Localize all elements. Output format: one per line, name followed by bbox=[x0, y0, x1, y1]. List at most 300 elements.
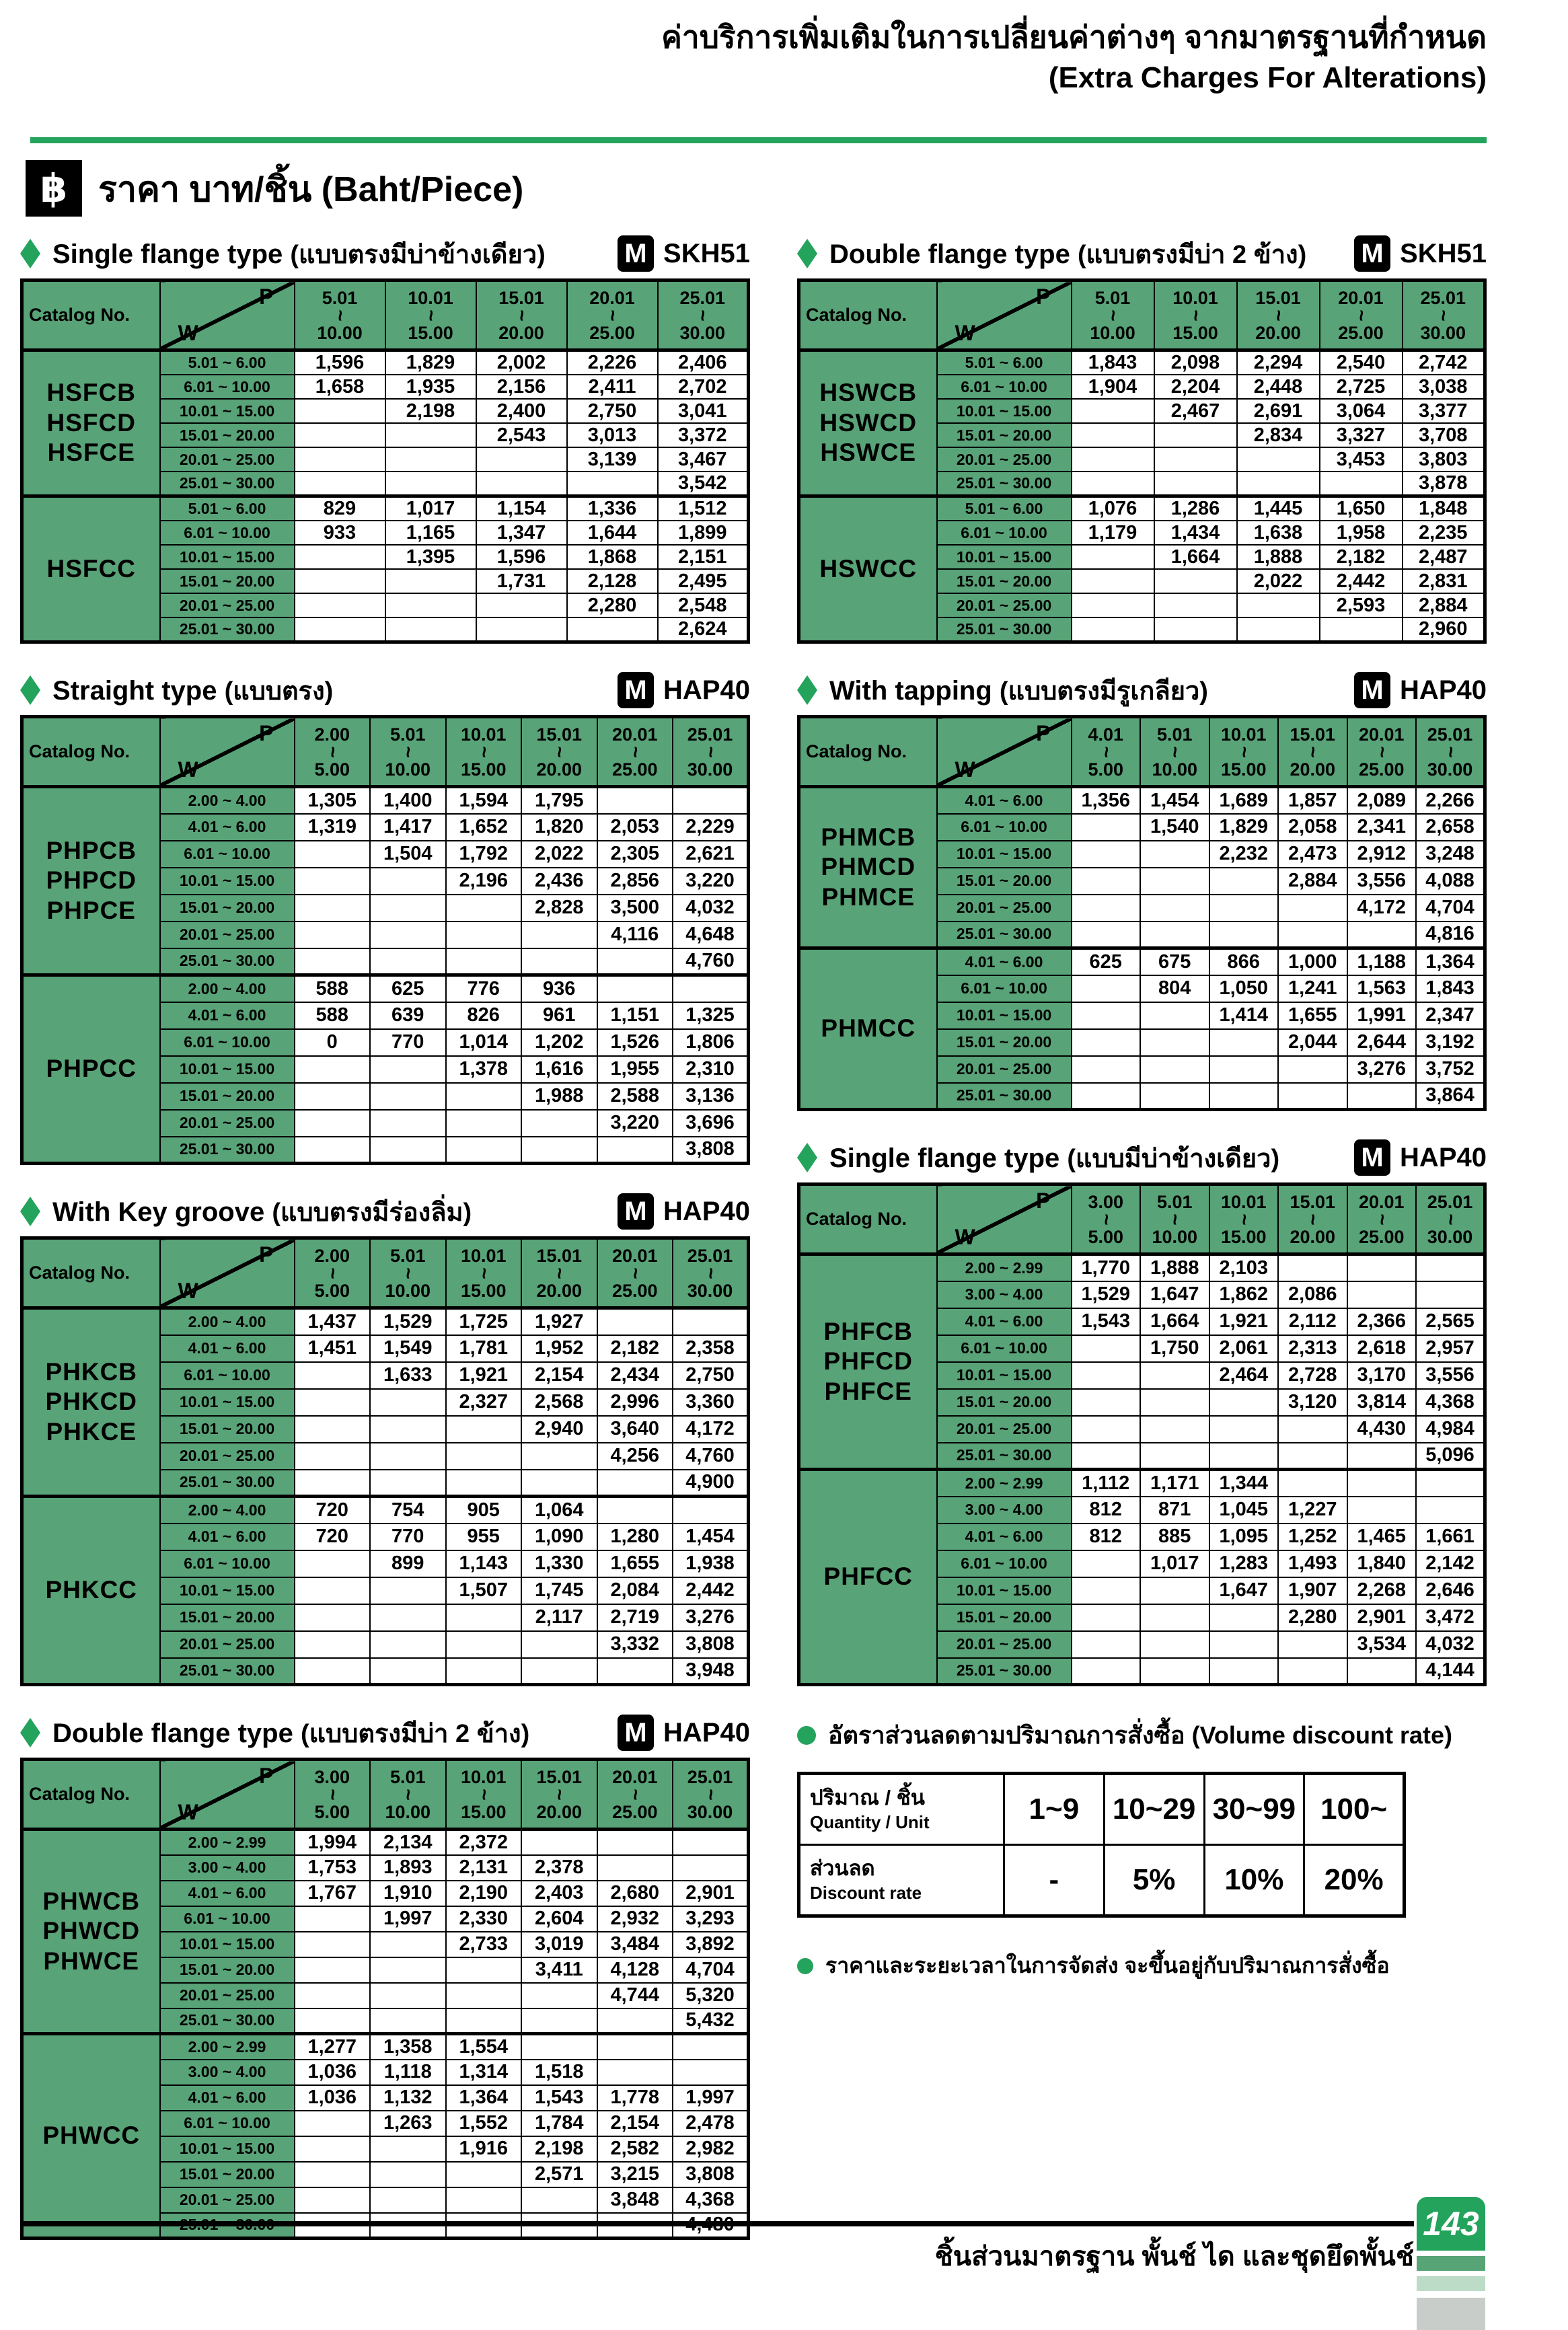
price-cell bbox=[597, 2034, 673, 2060]
tilde-icon: ~ bbox=[699, 745, 722, 758]
w-range-label: 15.01 ~ 20.00 bbox=[937, 569, 1072, 593]
price-cell: 1,552 bbox=[446, 2111, 522, 2136]
p-range-header bbox=[1072, 280, 1154, 350]
p-range-header bbox=[597, 1760, 673, 1830]
price-cell: 2,960 bbox=[1403, 617, 1485, 642]
w-range-label: 4.01 ~ 6.00 bbox=[160, 1881, 295, 1906]
p-range-header bbox=[295, 717, 371, 787]
price-cell bbox=[1140, 1362, 1209, 1389]
price-cell bbox=[295, 545, 385, 569]
price-cell: 961 bbox=[521, 1002, 597, 1029]
price-cell: 3,220 bbox=[673, 868, 749, 895]
catalog-no-header: Catalog No. bbox=[22, 717, 160, 787]
price-cell: 2,330 bbox=[446, 1906, 522, 1932]
price-cell: 2,084 bbox=[597, 1577, 673, 1604]
price-cell: 4,256 bbox=[597, 1443, 673, 1470]
price-cell bbox=[446, 1631, 522, 1658]
w-range-label: 2.00 ~ 4.00 bbox=[160, 1308, 295, 1335]
catalog-no-group bbox=[799, 496, 937, 642]
price-cell bbox=[1416, 1254, 1485, 1281]
price-cell: 2,198 bbox=[385, 399, 476, 423]
quantity-label-english: Quantity / Unit bbox=[810, 1812, 930, 1833]
price-cell: 1,997 bbox=[673, 2085, 749, 2111]
price-cell: 639 bbox=[370, 1002, 446, 1029]
price-cell: 3,136 bbox=[673, 1083, 749, 1110]
delivery-note-text: ราคาและระยะเวลาในการจัดส่ง จะขึ้นอยู่กับปริมาณการสั่งซื้อ bbox=[825, 1953, 1390, 1978]
price-cell bbox=[370, 1389, 446, 1416]
catalog-no-group bbox=[22, 975, 160, 1164]
price-cell bbox=[1154, 423, 1237, 447]
price-cell bbox=[295, 1416, 371, 1443]
w-range-label: 15.01 ~ 20.00 bbox=[160, 423, 295, 447]
catalog-no: PHPCE bbox=[46, 896, 136, 924]
price-cell: 1,283 bbox=[1209, 1550, 1279, 1577]
price-cell: 3,848 bbox=[597, 2187, 673, 2213]
w-range-label: 10.01 ~ 15.00 bbox=[160, 1056, 295, 1083]
price-cell bbox=[1416, 1470, 1485, 1497]
price-cell bbox=[295, 1389, 371, 1416]
section-title-with-tapping-hap40 bbox=[797, 673, 1487, 707]
price-cell bbox=[521, 1658, 597, 1685]
price-cell: 1,745 bbox=[521, 1577, 597, 1604]
price-cell: 2,058 bbox=[1278, 814, 1347, 841]
price-table-straight-hap40 bbox=[20, 715, 750, 1165]
p-range-to: 10.00 bbox=[1090, 322, 1135, 343]
price-cell: 2,053 bbox=[597, 814, 673, 841]
price-cell: 1,664 bbox=[1154, 545, 1237, 569]
price-cell bbox=[1140, 841, 1209, 868]
p-range-header bbox=[446, 1238, 522, 1308]
p-range-to: 15.00 bbox=[460, 1280, 507, 1301]
w-range-label: 25.01 ~ 30.00 bbox=[937, 1443, 1072, 1470]
section-title-text: Double flange type (แบบตรงมีบ่า 2 ข้าง) bbox=[52, 1718, 530, 1748]
p-axis-label: P bbox=[259, 721, 274, 745]
w-range-label: 4.01 ~ 6.00 bbox=[160, 814, 295, 841]
price-cell: 1,188 bbox=[1347, 948, 1417, 975]
material-name: SKH51 bbox=[663, 238, 750, 268]
w-range-label: 15.01 ~ 20.00 bbox=[937, 423, 1072, 447]
price-cell bbox=[1347, 1443, 1417, 1470]
p-range-header bbox=[1140, 717, 1209, 787]
table-row bbox=[799, 787, 1485, 814]
price-cell bbox=[295, 1470, 371, 1497]
price-cell: 2,646 bbox=[1416, 1577, 1485, 1604]
price-cell: 3,192 bbox=[1416, 1029, 1485, 1056]
price-cell bbox=[1072, 814, 1141, 841]
price-cell: 1,596 bbox=[476, 545, 567, 569]
w-range-label: 4.01 ~ 6.00 bbox=[937, 948, 1072, 975]
price-cell bbox=[295, 1957, 371, 1983]
p-range-header bbox=[1278, 1185, 1347, 1254]
price-cell bbox=[1209, 1658, 1279, 1685]
price-cell: 1,753 bbox=[295, 1855, 371, 1881]
price-cell: 2,280 bbox=[1278, 1604, 1347, 1631]
p-range-to: 30.00 bbox=[687, 1801, 733, 1822]
tilde-icon: ~ bbox=[1164, 1213, 1187, 1226]
header-row bbox=[799, 717, 1485, 787]
price-cell: 2,568 bbox=[521, 1389, 597, 1416]
price-cell: 2,884 bbox=[1403, 593, 1485, 617]
price-cell bbox=[1072, 841, 1141, 868]
price-cell: 1,143 bbox=[446, 1550, 522, 1577]
price-cell: 2,156 bbox=[476, 375, 567, 399]
price-cell: 3,248 bbox=[1416, 841, 1485, 868]
w-range-label: 10.01 ~ 15.00 bbox=[160, 1932, 295, 1957]
price-cell: 625 bbox=[1072, 948, 1141, 975]
tilde-icon: ~ bbox=[548, 1788, 571, 1801]
price-table-key-groove-hap40 bbox=[20, 1236, 750, 1686]
w-range-label: 20.01 ~ 25.00 bbox=[160, 1631, 295, 1658]
w-range-label: 3.00 ~ 4.00 bbox=[160, 1855, 295, 1881]
catalog-no-header: Catalog No. bbox=[799, 280, 937, 350]
material-badge-icon: M bbox=[618, 1193, 654, 1230]
p-range-from: 20.01 bbox=[589, 287, 635, 308]
price-cell bbox=[521, 2008, 597, 2034]
price-cell: 885 bbox=[1140, 1524, 1209, 1550]
price-cell: 2,831 bbox=[1403, 569, 1485, 593]
price-cell: 1,036 bbox=[295, 2085, 371, 2111]
p-range-to: 30.00 bbox=[1420, 322, 1466, 343]
price-cell bbox=[597, 1308, 673, 1335]
table-slot bbox=[20, 673, 750, 1165]
price-cell bbox=[673, 1830, 749, 1855]
section-title-text: Single flange type (แบบมีบ่าข้างเดียว) bbox=[829, 1143, 1280, 1173]
w-axis-label: W bbox=[955, 757, 975, 782]
price-cell bbox=[446, 1083, 522, 1110]
price-cell: 1,090 bbox=[521, 1524, 597, 1550]
price-cell bbox=[1320, 472, 1403, 496]
price-cell bbox=[597, 787, 673, 814]
p-range-to: 25.00 bbox=[1358, 759, 1405, 780]
price-cell: 3,542 bbox=[658, 472, 749, 496]
table-row bbox=[22, 496, 749, 521]
price-cell: 1,554 bbox=[446, 2034, 522, 2060]
price-cell bbox=[446, 1983, 522, 2008]
price-cell bbox=[1416, 1497, 1485, 1524]
price-cell: 770 bbox=[370, 1524, 446, 1550]
w-range-label: 2.00 ~ 4.00 bbox=[160, 975, 295, 1002]
price-cell bbox=[521, 1830, 597, 1855]
p-range-header bbox=[521, 1238, 597, 1308]
delivery-note bbox=[797, 1949, 1487, 1983]
price-cell: 1,171 bbox=[1140, 1470, 1209, 1497]
table-row bbox=[22, 2034, 749, 2060]
price-cell bbox=[385, 447, 476, 472]
price-cell: 3,948 bbox=[673, 1658, 749, 1685]
price-cell: 1,014 bbox=[446, 1029, 522, 1056]
catalog-no: PHWCD bbox=[42, 1917, 141, 1945]
pw-diagonal-header bbox=[160, 1238, 295, 1308]
price-cell: 1,364 bbox=[446, 2085, 522, 2111]
price-cell: 1,784 bbox=[521, 2111, 597, 2136]
w-range-label: 10.01 ~ 15.00 bbox=[160, 399, 295, 423]
price-cell bbox=[1072, 1029, 1141, 1056]
price-cell bbox=[1072, 1577, 1141, 1604]
page-number-badge bbox=[1417, 2197, 1485, 2330]
price-cell: 4,032 bbox=[1416, 1631, 1485, 1658]
section-title-thai: (แบบตรงมีบ่า 2 ข้าง) bbox=[1077, 240, 1307, 269]
price-cell: 2,112 bbox=[1278, 1308, 1347, 1335]
price-cell bbox=[295, 472, 385, 496]
price-cell: 0 bbox=[295, 1029, 371, 1056]
p-range-header bbox=[1416, 1185, 1485, 1254]
price-cell bbox=[1072, 1389, 1141, 1416]
material-badge-icon: M bbox=[1354, 235, 1390, 272]
badge-strip-dark bbox=[1417, 2256, 1485, 2271]
p-range-to: 30.00 bbox=[687, 759, 733, 780]
price-cell: 1,336 bbox=[567, 496, 658, 521]
price-cell: 4,704 bbox=[1416, 895, 1485, 922]
tilde-icon: ~ bbox=[548, 1267, 571, 1279]
price-cell: 4,816 bbox=[1416, 922, 1485, 948]
price-cell bbox=[1072, 1604, 1141, 1631]
price-cell: 4,368 bbox=[673, 2187, 749, 2213]
p-range-header bbox=[673, 717, 749, 787]
price-cell: 2,229 bbox=[673, 814, 749, 841]
table-row bbox=[22, 1830, 749, 1855]
catalog-no: PHWCC bbox=[42, 2121, 141, 2150]
price-cell: 3,139 bbox=[567, 447, 658, 472]
section-title-text: Straight type (แบบตรง) bbox=[52, 675, 334, 706]
price-cell: 2,134 bbox=[370, 1830, 446, 1855]
price-cell: 2,226 bbox=[567, 350, 658, 375]
volume-discount-title bbox=[797, 1716, 1487, 1754]
price-cell: 776 bbox=[446, 975, 522, 1002]
header-divider bbox=[30, 137, 1487, 143]
p-range-from: 5.01 bbox=[1156, 1191, 1193, 1212]
w-range-label: 15.01 ~ 20.00 bbox=[160, 1083, 295, 1110]
price-cell: 4,744 bbox=[597, 1983, 673, 2008]
price-cell bbox=[1209, 1631, 1279, 1658]
price-cell: 2,103 bbox=[1209, 1254, 1279, 1281]
diamond-bullet-icon bbox=[797, 239, 817, 268]
w-range-label: 15.01 ~ 20.00 bbox=[160, 895, 295, 922]
price-cell: 1,507 bbox=[446, 1577, 522, 1604]
price-cell bbox=[1209, 1604, 1279, 1631]
p-range-from: 2.00 bbox=[314, 724, 350, 745]
price-cell bbox=[370, 1137, 446, 1164]
price-cell bbox=[446, 948, 522, 975]
price-cell: 1,400 bbox=[370, 787, 446, 814]
w-range-label: 15.01 ~ 20.00 bbox=[937, 868, 1072, 895]
price-cell: 2,733 bbox=[446, 1932, 522, 1957]
page-title-thai: ค่าบริการเพิ่มเติมในการเปลี่ยนค่าต่างๆ จากมาตรฐานที่กำหนด bbox=[661, 20, 1487, 54]
price-cell bbox=[1140, 1631, 1209, 1658]
tilde-icon: ~ bbox=[397, 1267, 420, 1279]
w-range-label: 10.01 ~ 15.00 bbox=[160, 545, 295, 569]
price-cell: 2,742 bbox=[1403, 350, 1485, 375]
catalog-no-group bbox=[22, 1830, 160, 2034]
price-cell: 4,760 bbox=[673, 948, 749, 975]
price-cell: 1,118 bbox=[370, 2060, 446, 2085]
catalog-no-group bbox=[22, 787, 160, 975]
price-cell: 1,725 bbox=[446, 1308, 522, 1335]
p-range-header bbox=[521, 1760, 597, 1830]
w-range-label: 6.01 ~ 10.00 bbox=[937, 1550, 1072, 1577]
quantity-range: 30~99 bbox=[1204, 1774, 1304, 1845]
price-cell: 1,988 bbox=[521, 1083, 597, 1110]
price-cell: 2,750 bbox=[567, 399, 658, 423]
catalog-no: HSFCD bbox=[46, 408, 136, 437]
price-cell: 1,795 bbox=[521, 787, 597, 814]
w-range-label: 10.01 ~ 15.00 bbox=[937, 1577, 1072, 1604]
table-row bbox=[799, 1470, 1485, 1497]
price-cell: 3,808 bbox=[673, 2162, 749, 2187]
price-cell bbox=[597, 1497, 673, 1524]
material-group bbox=[618, 1715, 750, 1751]
price-cell: 2,294 bbox=[1237, 350, 1320, 375]
price-cell bbox=[385, 617, 476, 642]
price-cell: 770 bbox=[370, 1029, 446, 1056]
w-range-label: 20.01 ~ 25.00 bbox=[160, 1983, 295, 2008]
tilde-icon: ~ bbox=[624, 745, 646, 758]
quantity-range: 1~9 bbox=[1004, 1774, 1105, 1845]
price-cell: 2,828 bbox=[521, 895, 597, 922]
p-range-from: 15.01 bbox=[1290, 1191, 1336, 1212]
price-cell bbox=[370, 1577, 446, 1604]
price-cell: 1,512 bbox=[658, 496, 749, 521]
price-cell: 1,344 bbox=[1209, 1470, 1279, 1497]
price-cell: 1,829 bbox=[1209, 814, 1279, 841]
section-title-thai: (แบบตรง) bbox=[224, 677, 334, 706]
price-cell bbox=[1320, 617, 1403, 642]
w-range-label: 15.01 ~ 20.00 bbox=[160, 1416, 295, 1443]
price-cell bbox=[1209, 1416, 1279, 1443]
p-range-to: 20.00 bbox=[536, 1280, 583, 1301]
p-range-from: 15.01 bbox=[536, 1245, 583, 1266]
price-cell: 3,472 bbox=[1416, 1604, 1485, 1631]
price-cell bbox=[1237, 593, 1320, 617]
price-cell: 2,204 bbox=[1154, 375, 1237, 399]
price-cell bbox=[476, 593, 567, 617]
price-cell bbox=[521, 922, 597, 948]
price-cell: 3,019 bbox=[521, 1932, 597, 1957]
price-cell bbox=[476, 447, 567, 472]
price-cell bbox=[295, 922, 371, 948]
header-row bbox=[22, 717, 749, 787]
pw-diagonal-header bbox=[160, 717, 295, 787]
price-cell bbox=[295, 593, 385, 617]
p-range-to: 10.00 bbox=[385, 759, 431, 780]
p-range-header bbox=[1347, 717, 1417, 787]
price-cell: 3,864 bbox=[1416, 1083, 1485, 1110]
catalog-no: HSWCD bbox=[819, 408, 918, 437]
price-cell bbox=[1140, 1029, 1209, 1056]
catalog-no: HSWCC bbox=[819, 554, 918, 582]
catalog-no: PHFCD bbox=[823, 1347, 913, 1376]
price-cell: 2,406 bbox=[658, 350, 749, 375]
p-range-header bbox=[521, 717, 597, 787]
w-range-label: 20.01 ~ 25.00 bbox=[937, 1631, 1072, 1658]
baht-icon: ฿ bbox=[26, 160, 82, 217]
tilde-icon: ~ bbox=[1094, 745, 1117, 758]
price-cell: 1,356 bbox=[1072, 787, 1141, 814]
price-cell: 2,131 bbox=[446, 1855, 522, 1881]
w-range-label: 15.01 ~ 20.00 bbox=[937, 1029, 1072, 1056]
price-cell: 1,529 bbox=[1072, 1281, 1141, 1308]
w-range-label: 25.01 ~ 30.00 bbox=[937, 1658, 1072, 1685]
price-cell bbox=[597, 1830, 673, 1855]
p-range-header bbox=[1209, 1185, 1279, 1254]
price-cell: 1,650 bbox=[1320, 496, 1403, 521]
price-cell: 829 bbox=[295, 496, 385, 521]
tilde-icon: ~ bbox=[1432, 309, 1455, 322]
price-cell bbox=[295, 1631, 371, 1658]
p-range-to: 15.00 bbox=[460, 1801, 507, 1822]
price-cell: 2,182 bbox=[1320, 545, 1403, 569]
price-cell: 2,002 bbox=[476, 350, 567, 375]
price-cell: 3,484 bbox=[597, 1932, 673, 1957]
p-range-from: 20.01 bbox=[1358, 1191, 1405, 1212]
material-badge-icon: M bbox=[618, 235, 654, 272]
price-cell: 812 bbox=[1072, 1497, 1141, 1524]
p-range-from: 3.00 bbox=[314, 1766, 350, 1787]
p-range-from: 25.01 bbox=[687, 1766, 733, 1787]
p-range-from: 20.01 bbox=[1338, 287, 1384, 308]
catalog-no-group bbox=[22, 1497, 160, 1685]
price-cell bbox=[370, 922, 446, 948]
p-range-header bbox=[1072, 1185, 1141, 1254]
price-cell: 3,041 bbox=[658, 399, 749, 423]
p-range-header bbox=[1320, 280, 1403, 350]
w-range-label: 4.01 ~ 6.00 bbox=[160, 1524, 295, 1550]
w-range-label: 4.01 ~ 6.00 bbox=[937, 1308, 1072, 1335]
w-range-label: 6.01 ~ 10.00 bbox=[160, 1029, 295, 1056]
w-range-label: 15.01 ~ 20.00 bbox=[937, 1389, 1072, 1416]
price-cell: 2,691 bbox=[1237, 399, 1320, 423]
price-cell: 1,112 bbox=[1072, 1470, 1141, 1497]
price-table-single-flange-skh51 bbox=[20, 278, 750, 644]
tilde-icon: ~ bbox=[692, 309, 714, 322]
price-cell bbox=[370, 1470, 446, 1497]
price-cell bbox=[1347, 1658, 1417, 1685]
price-cell bbox=[1072, 1083, 1141, 1110]
w-range-label: 6.01 ~ 10.00 bbox=[160, 841, 295, 868]
price-cell: 1,910 bbox=[370, 1881, 446, 1906]
price-cell: 1,526 bbox=[597, 1029, 673, 1056]
p-range-to: 10.00 bbox=[385, 1280, 431, 1301]
price-cell bbox=[1072, 1335, 1141, 1362]
tilde-icon: ~ bbox=[472, 1267, 495, 1279]
tilde-icon: ~ bbox=[624, 1267, 646, 1279]
price-cell bbox=[385, 593, 476, 617]
price-cell bbox=[521, 2187, 597, 2213]
price-cell bbox=[1278, 1443, 1347, 1470]
price-cell: 2,588 bbox=[597, 1083, 673, 1110]
price-cell: 2,957 bbox=[1416, 1335, 1485, 1362]
price-cell: 2,154 bbox=[521, 1362, 597, 1389]
tilde-icon: ~ bbox=[624, 1788, 646, 1801]
price-cell bbox=[385, 423, 476, 447]
price-cell: 2,403 bbox=[521, 1881, 597, 1906]
price-cell bbox=[1154, 447, 1237, 472]
price-cell: 1,330 bbox=[521, 1550, 597, 1577]
material-name: SKH51 bbox=[1400, 238, 1487, 268]
w-range-label: 4.01 ~ 6.00 bbox=[937, 1524, 1072, 1550]
p-range-header bbox=[1278, 717, 1347, 787]
price-cell: 2,884 bbox=[1278, 868, 1347, 895]
tilde-icon: ~ bbox=[1302, 745, 1324, 758]
price-cell: 1,661 bbox=[1416, 1524, 1485, 1550]
section-title-text: With Key groove (แบบตรงมีร่องลิ่ม) bbox=[52, 1197, 472, 1227]
price-cell bbox=[446, 1110, 522, 1137]
price-cell bbox=[673, 1308, 749, 1335]
p-range-to: 25.00 bbox=[589, 322, 635, 343]
price-cell: 1,045 bbox=[1209, 1497, 1279, 1524]
w-range-label: 2.00 ~ 2.99 bbox=[937, 1470, 1072, 1497]
discount-rate-header bbox=[799, 1845, 1004, 1916]
p-range-from: 25.01 bbox=[1427, 1191, 1473, 1212]
